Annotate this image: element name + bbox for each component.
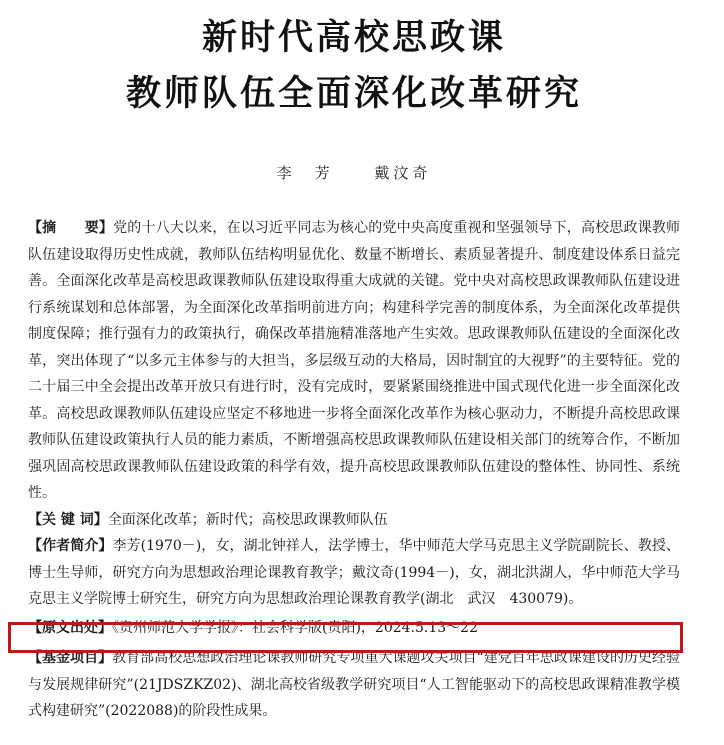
keywords-label: 【关 键 词】	[28, 511, 108, 528]
author-info-text: 李芳(1970－)，女，湖北钟祥人，法学博士，华中师范大学马克思主义学院副院长、教授、博士生导师，研究方向为思想政治理论课教育教学；戴汶奇(1994－)，女，湖北洪湖人，华中师范大学马克思主义学院博士研究生，研究方向为思想政治理论课教育教学(湖北 武汉 430079)。	[28, 538, 680, 607]
funding-text: 教育部高校思想政治理论课教师研究专项重大课题攻关项目“建党百年思政课建设的历史经验与发展规律研究”(21JDSZKZ02)、湖北高校省级教学研究项目“人工智能驱动下的高校思政课精准教学模式构建研究”(2022088)的阶段性成果。	[28, 650, 681, 719]
abstract	[28, 215, 680, 507]
paper-title	[28, 0, 680, 118]
keywords	[28, 507, 680, 534]
source-label: 【原文出处】	[28, 619, 112, 636]
source-text: 《贵州师范大学学报》：社会科学版(贵阳)，2024.5.13～22	[112, 619, 478, 636]
title-line-2: 教师队伍全面深化改革研究	[125, 73, 582, 114]
author-info-label: 【作者简介】	[28, 538, 113, 554]
abstract-text: 党的十八大以来，在以习近平同志为核心的党中央高度重视和坚强领导下，高校思政课教师队伍建设取得历史性成就，教师队伍结构明显优化、数量不断增长、素质显著提升、制度建设体系日益完善。全面深化改革是高校思政课教师队伍建设取得重大成就的关键。党中央对高校思政课教师队伍建设进行系统谋划和总体部署，为全面深化改革指明前进方向；构建科学完善的制度体系，为全面深化改革提供制度保障；推行强有力的政策执行，确保改革措施精准落地产生实效。思政课教师队伍建设的全面深化改革，突出体现了“以多元主体参与的大担当，多层级互动的大格局，因时制宜的大视野”的主要特征。党的二十届三中全会提出改革开放只有进行时，没有完成时，要紧紧围绕推进中国式现代化进一步全面深化改革。高校思政课教师队伍建设应坚定不移地进一步将全面深化改革作为核心驱动力，不断提升高校思政课教师队伍建设政策执行人员的能力素质，不断增强高校思政课教师队伍建设相关部门的统筹合作，不断加强巩固高校思政课教师队伍建设政策的科学有效，提升高校思政课教师队伍建设的整体性、协同性、系统性。	[28, 220, 681, 501]
funding-label: 【基金项目】	[28, 650, 113, 666]
author-1: 李 芳	[276, 164, 334, 182]
author-2: 戴汶奇	[374, 164, 432, 182]
author-info	[28, 533, 680, 613]
title-line-1: 新时代高校思政课	[201, 17, 506, 58]
source-highlight-box	[8, 619, 683, 653]
author-list	[28, 162, 680, 183]
funding	[28, 645, 680, 725]
keywords-text: 全面深化改革；新时代；高校思政课教师队伍	[107, 511, 388, 528]
abstract-label: 【摘 要】	[28, 220, 114, 236]
